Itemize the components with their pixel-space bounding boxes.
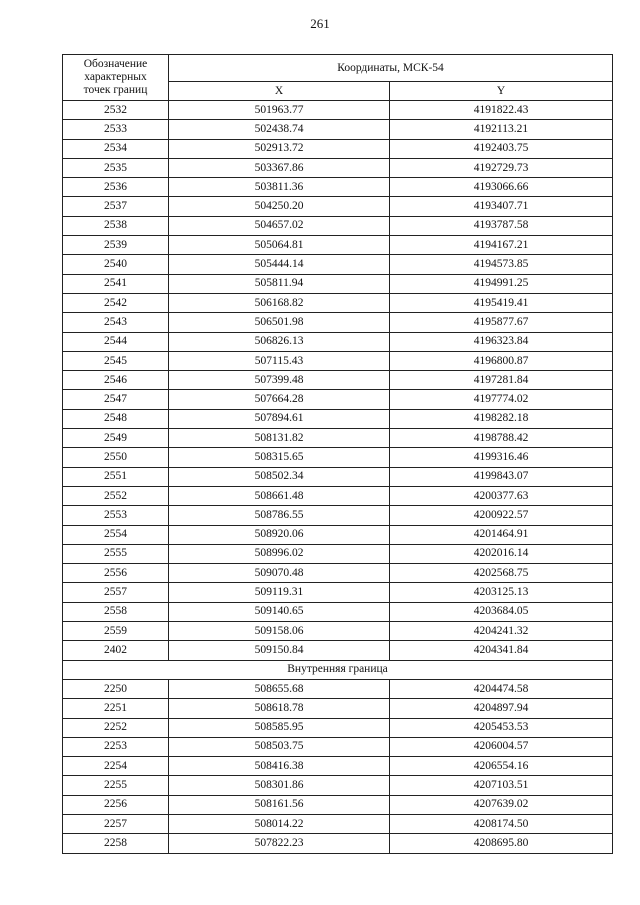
y-coordinate-cell: 4198282.18 [390, 409, 613, 428]
x-coordinate-cell: 509158.06 [169, 622, 390, 641]
x-coordinate-cell: 507115.43 [169, 351, 390, 370]
point-id-cell: 2546 [63, 371, 169, 390]
y-coordinate-cell: 4194167.21 [390, 236, 613, 255]
table-row [63, 486, 613, 505]
y-coordinate-cell: 4196800.87 [390, 351, 613, 370]
table-row [63, 776, 613, 795]
x-coordinate-cell: 504250.20 [169, 197, 390, 216]
x-coordinate-cell: 508920.06 [169, 525, 390, 544]
y-coordinate-cell: 4193407.71 [390, 197, 613, 216]
page-number: 261 [310, 16, 330, 31]
point-id-cell: 2551 [63, 467, 169, 486]
x-coordinate-cell: 507664.28 [169, 390, 390, 409]
y-coordinate-cell: 4207103.51 [390, 776, 613, 795]
point-id-cell: 2555 [63, 544, 169, 563]
point-id-cell: 2543 [63, 313, 169, 332]
y-coordinate-cell: 4200922.57 [390, 506, 613, 525]
points-header-line: Обозначение [83, 58, 148, 70]
x-coordinate-cell: 508786.55 [169, 506, 390, 525]
y-coordinate-cell: 4192403.75 [390, 139, 613, 158]
table-row [63, 757, 613, 776]
point-id-cell: 2539 [63, 236, 169, 255]
y-coordinate-cell: 4203684.05 [390, 602, 613, 621]
table-row [63, 178, 613, 197]
x-coordinate-cell: 506826.13 [169, 332, 390, 351]
y-coordinate-cell: 4206004.57 [390, 737, 613, 756]
x-coordinate-cell: 507894.61 [169, 409, 390, 428]
point-id-cell: 2532 [63, 101, 169, 120]
table-row [63, 409, 613, 428]
point-id-cell: 2536 [63, 178, 169, 197]
table-row [63, 139, 613, 158]
table-row [63, 197, 613, 216]
x-coordinate-cell: 503367.86 [169, 158, 390, 177]
y-coordinate-cell: 4197281.84 [390, 371, 613, 390]
table-row [63, 622, 613, 641]
point-id-cell: 2547 [63, 390, 169, 409]
x-coordinate-cell: 508502.34 [169, 467, 390, 486]
point-id-cell: 2537 [63, 197, 169, 216]
table-row [63, 525, 613, 544]
table-row [63, 429, 613, 448]
y-coordinate-cell: 4206554.16 [390, 757, 613, 776]
table-row [63, 814, 613, 833]
x-coordinate-cell: 505064.81 [169, 236, 390, 255]
point-id-cell: 2548 [63, 409, 169, 428]
table-row [63, 255, 613, 274]
table-row [63, 737, 613, 756]
table-row [63, 236, 613, 255]
y-coordinate-cell: 4199316.46 [390, 448, 613, 467]
point-id-cell: 2538 [63, 216, 169, 235]
x-coordinate-cell: 505444.14 [169, 255, 390, 274]
y-coordinate-cell: 4199843.07 [390, 467, 613, 486]
point-id-cell: 2250 [63, 679, 169, 698]
header-row-group [63, 55, 613, 82]
y-coordinate-cell: 4200377.63 [390, 486, 613, 505]
y-coordinate-cell: 4202016.14 [390, 544, 613, 563]
table-row [63, 583, 613, 602]
y-coordinate-cell: 4208695.80 [390, 834, 613, 853]
point-id-cell: 2534 [63, 139, 169, 158]
point-id-cell: 2258 [63, 834, 169, 853]
table-row [63, 795, 613, 814]
point-id-cell: 2558 [63, 602, 169, 621]
table-row [63, 506, 613, 525]
y-coordinate-cell: 4195419.41 [390, 293, 613, 312]
coordinates-group-header: Координаты, МСК-54 [169, 55, 613, 82]
y-coordinate-cell: 4193066.66 [390, 178, 613, 197]
table-row [63, 158, 613, 177]
point-id-cell: 2252 [63, 718, 169, 737]
x-coordinate-cell: 508315.65 [169, 448, 390, 467]
inner-boundary-rows [63, 679, 613, 853]
point-id-cell: 2256 [63, 795, 169, 814]
points-header-line: точек границ [83, 84, 148, 96]
table-row [63, 679, 613, 698]
point-id-cell: 2540 [63, 255, 169, 274]
y-coordinate-cell: 4193787.58 [390, 216, 613, 235]
point-id-cell: 2545 [63, 351, 169, 370]
table-row [63, 544, 613, 563]
x-coordinate-cell: 508503.75 [169, 737, 390, 756]
y-coordinate-cell: 4208174.50 [390, 814, 613, 833]
point-id-cell: 2542 [63, 293, 169, 312]
y-column-header: Y [390, 82, 613, 101]
x-coordinate-cell: 509070.48 [169, 564, 390, 583]
x-coordinate-cell: 505811.94 [169, 274, 390, 293]
table-row [63, 216, 613, 235]
point-id-cell: 2541 [63, 274, 169, 293]
x-coordinate-cell: 508996.02 [169, 544, 390, 563]
x-coordinate-cell: 506501.98 [169, 313, 390, 332]
y-coordinate-cell: 4194573.85 [390, 255, 613, 274]
x-coordinate-cell: 509150.84 [169, 641, 390, 660]
x-coordinate-cell: 508655.68 [169, 679, 390, 698]
y-coordinate-cell: 4204897.94 [390, 699, 613, 718]
x-coordinate-cell: 507399.48 [169, 371, 390, 390]
table-row [63, 332, 613, 351]
table-row [63, 448, 613, 467]
y-coordinate-cell: 4194991.25 [390, 274, 613, 293]
y-coordinate-cell: 4201464.91 [390, 525, 613, 544]
point-id-cell: 2253 [63, 737, 169, 756]
point-id-cell: 2255 [63, 776, 169, 795]
y-coordinate-cell: 4202568.75 [390, 564, 613, 583]
point-id-cell: 2533 [63, 120, 169, 139]
x-coordinate-cell: 508661.48 [169, 486, 390, 505]
point-id-cell: 2257 [63, 814, 169, 833]
x-coordinate-cell: 508585.95 [169, 718, 390, 737]
y-coordinate-cell: 4204241.32 [390, 622, 613, 641]
table-row [63, 120, 613, 139]
point-id-cell: 2549 [63, 429, 169, 448]
y-coordinate-cell: 4205453.53 [390, 718, 613, 737]
point-id-cell: 2251 [63, 699, 169, 718]
y-coordinate-cell: 4207639.02 [390, 795, 613, 814]
y-coordinate-cell: 4196323.84 [390, 332, 613, 351]
point-id-cell: 2554 [63, 525, 169, 544]
table-row [63, 371, 613, 390]
x-coordinate-cell: 501963.77 [169, 101, 390, 120]
x-coordinate-cell: 504657.02 [169, 216, 390, 235]
table-row [63, 564, 613, 583]
inner-boundary-title: Внутренняя граница [63, 660, 613, 679]
x-coordinate-cell: 506168.82 [169, 293, 390, 312]
point-id-cell: 2535 [63, 158, 169, 177]
y-coordinate-cell: 4197774.02 [390, 390, 613, 409]
points-header-line: характерных [84, 71, 147, 83]
y-coordinate-cell: 4191822.43 [390, 101, 613, 120]
x-coordinate-cell: 509140.65 [169, 602, 390, 621]
point-id-cell: 2550 [63, 448, 169, 467]
point-id-cell: 2557 [63, 583, 169, 602]
table-row [63, 467, 613, 486]
section-row-group [63, 660, 613, 679]
x-coordinate-cell: 508161.56 [169, 795, 390, 814]
point-id-cell: 2559 [63, 622, 169, 641]
point-id-cell: 2553 [63, 506, 169, 525]
x-coordinate-cell: 502913.72 [169, 139, 390, 158]
y-coordinate-cell: 4192113.21 [390, 120, 613, 139]
point-id-cell: 2556 [63, 564, 169, 583]
x-coordinate-cell: 503811.36 [169, 178, 390, 197]
x-coordinate-cell: 508131.82 [169, 429, 390, 448]
table-row [63, 699, 613, 718]
table-row [63, 390, 613, 409]
y-coordinate-cell: 4203125.13 [390, 583, 613, 602]
coordinates-table [62, 54, 613, 854]
table-row [63, 351, 613, 370]
x-coordinate-cell: 508416.38 [169, 757, 390, 776]
table-row [63, 641, 613, 660]
point-id-cell: 2402 [63, 641, 169, 660]
y-coordinate-cell: 4195877.67 [390, 313, 613, 332]
x-coordinate-cell: 502438.74 [169, 120, 390, 139]
section-row [63, 660, 613, 679]
table-row [63, 602, 613, 621]
y-coordinate-cell: 4204474.58 [390, 679, 613, 698]
point-id-cell: 2254 [63, 757, 169, 776]
x-coordinate-cell: 509119.31 [169, 583, 390, 602]
x-coordinate-cell: 508014.22 [169, 814, 390, 833]
point-id-cell: 2552 [63, 486, 169, 505]
table-row [63, 293, 613, 312]
x-coordinate-cell: 507822.23 [169, 834, 390, 853]
outer-boundary-rows [63, 101, 613, 661]
table-row [63, 834, 613, 853]
points-column-header [63, 55, 169, 101]
table-row [63, 313, 613, 332]
table-row [63, 274, 613, 293]
table-row [63, 718, 613, 737]
y-coordinate-cell: 4198788.42 [390, 429, 613, 448]
y-coordinate-cell: 4192729.73 [390, 158, 613, 177]
x-coordinate-cell: 508618.78 [169, 699, 390, 718]
x-coordinate-cell: 508301.86 [169, 776, 390, 795]
point-id-cell: 2544 [63, 332, 169, 351]
table-row [63, 101, 613, 120]
y-coordinate-cell: 4204341.84 [390, 641, 613, 660]
x-column-header: X [169, 82, 390, 101]
